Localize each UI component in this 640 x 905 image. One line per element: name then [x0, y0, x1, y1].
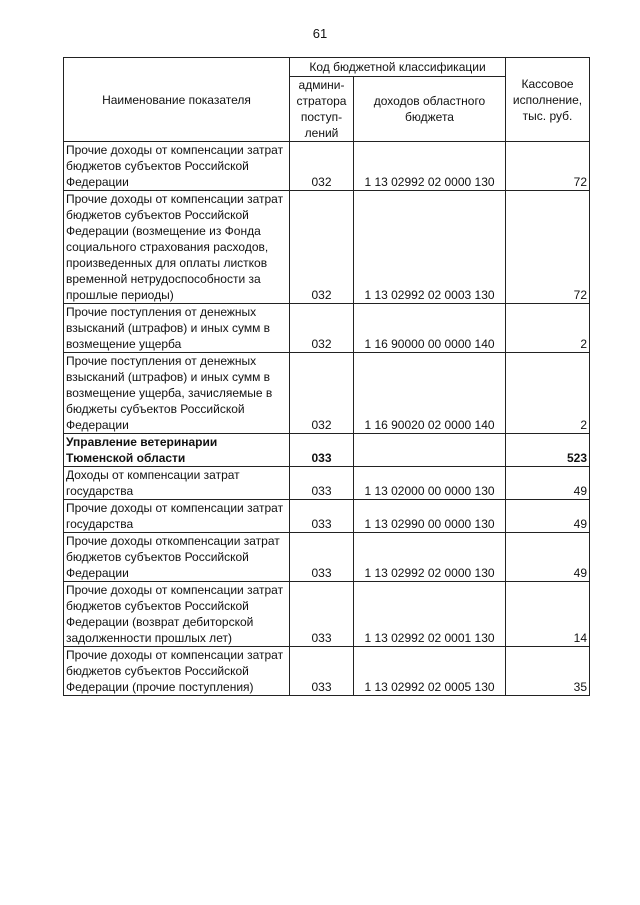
row-admin-code: 033 — [290, 467, 354, 500]
budget-table — [63, 57, 590, 696]
row-income-code: 1 16 90020 02 0000 140 — [354, 353, 506, 434]
table-row — [64, 647, 590, 696]
row-income-code: 1 13 02992 02 0005 130 — [354, 647, 506, 696]
row-income-code: 1 13 02990 00 0000 130 — [354, 500, 506, 533]
table-row — [64, 533, 590, 582]
header-income: доходов областного бюджета — [354, 77, 506, 142]
row-admin-code: 033 — [290, 533, 354, 582]
header-name: Наименование показателя — [64, 58, 290, 142]
row-name: Прочие доходы от компенсации затрат бюджетов субъектов Российской Федерации (прочие поступления) — [64, 647, 290, 696]
row-amount: 72 — [506, 142, 590, 191]
header-admin: админи-стратора поступ-лений — [290, 77, 354, 142]
table-row — [64, 467, 590, 500]
row-amount: 523 — [506, 434, 590, 467]
table-row — [64, 142, 590, 191]
row-amount: 2 — [506, 353, 590, 434]
row-name: Доходы от компенсации затрат государства — [64, 467, 290, 500]
row-amount: 72 — [506, 191, 590, 304]
header-amount: Кассовое исполнение, тыс. руб. — [506, 58, 590, 142]
row-income-code: 1 13 02992 02 0003 130 — [354, 191, 506, 304]
row-income-code: 1 16 90000 00 0000 140 — [354, 304, 506, 353]
row-name: Прочие доходы от компенсации затрат государства — [64, 500, 290, 533]
row-name: Прочие поступления от денежных взысканий (штрафов) и иных сумм в возмещение ущерба, зачисляемые в бюджеты субъектов Российской Федерации — [64, 353, 290, 434]
row-admin-code: 032 — [290, 191, 354, 304]
row-name: Управление ветеринарии Тюменской области — [64, 434, 290, 467]
table-row — [64, 353, 590, 434]
table-row — [64, 582, 590, 647]
row-income-code: 1 13 02992 02 0000 130 — [354, 533, 506, 582]
table-header — [64, 58, 590, 142]
row-income-code: 1 13 02000 00 0000 130 — [354, 467, 506, 500]
row-name: Прочие поступления от денежных взысканий (штрафов) и иных сумм в возмещение ущерба — [64, 304, 290, 353]
table-row-department — [64, 434, 590, 467]
row-name: Прочие доходы от компенсации затрат бюджетов субъектов Российской Федерации (возмещение из Фонда социального страхования расходов, произведенных для оплаты листков временной нетрудоспособности за прошлые периоды) — [64, 191, 290, 304]
row-amount: 49 — [506, 467, 590, 500]
row-admin-code: 033 — [290, 434, 354, 467]
row-name: Прочие доходы от компенсации затрат бюджетов субъектов Российской Федерации (возврат дебиторской задолженности прошлых лет) — [64, 582, 290, 647]
row-admin-code: 032 — [290, 304, 354, 353]
row-amount: 49 — [506, 533, 590, 582]
page-number: 61 — [312, 26, 328, 41]
table-row — [64, 191, 590, 304]
row-income-code — [354, 434, 506, 467]
row-amount: 2 — [506, 304, 590, 353]
row-admin-code: 033 — [290, 647, 354, 696]
row-income-code: 1 13 02992 02 0001 130 — [354, 582, 506, 647]
header-code-group: Код бюджетной классификации — [290, 58, 506, 77]
row-amount: 35 — [506, 647, 590, 696]
row-name: Прочие доходы от компенсации затрат бюджетов субъектов Российской Федерации — [64, 142, 290, 191]
row-admin-code: 033 — [290, 500, 354, 533]
row-amount: 49 — [506, 500, 590, 533]
table-row — [64, 304, 590, 353]
row-amount: 14 — [506, 582, 590, 647]
row-admin-code: 032 — [290, 142, 354, 191]
table-row — [64, 500, 590, 533]
row-admin-code: 033 — [290, 582, 354, 647]
row-income-code: 1 13 02992 02 0000 130 — [354, 142, 506, 191]
row-admin-code: 032 — [290, 353, 354, 434]
table-body — [64, 142, 590, 696]
row-name: Прочие доходы откомпенсации затрат бюджетов субъектов Российской Федерации — [64, 533, 290, 582]
